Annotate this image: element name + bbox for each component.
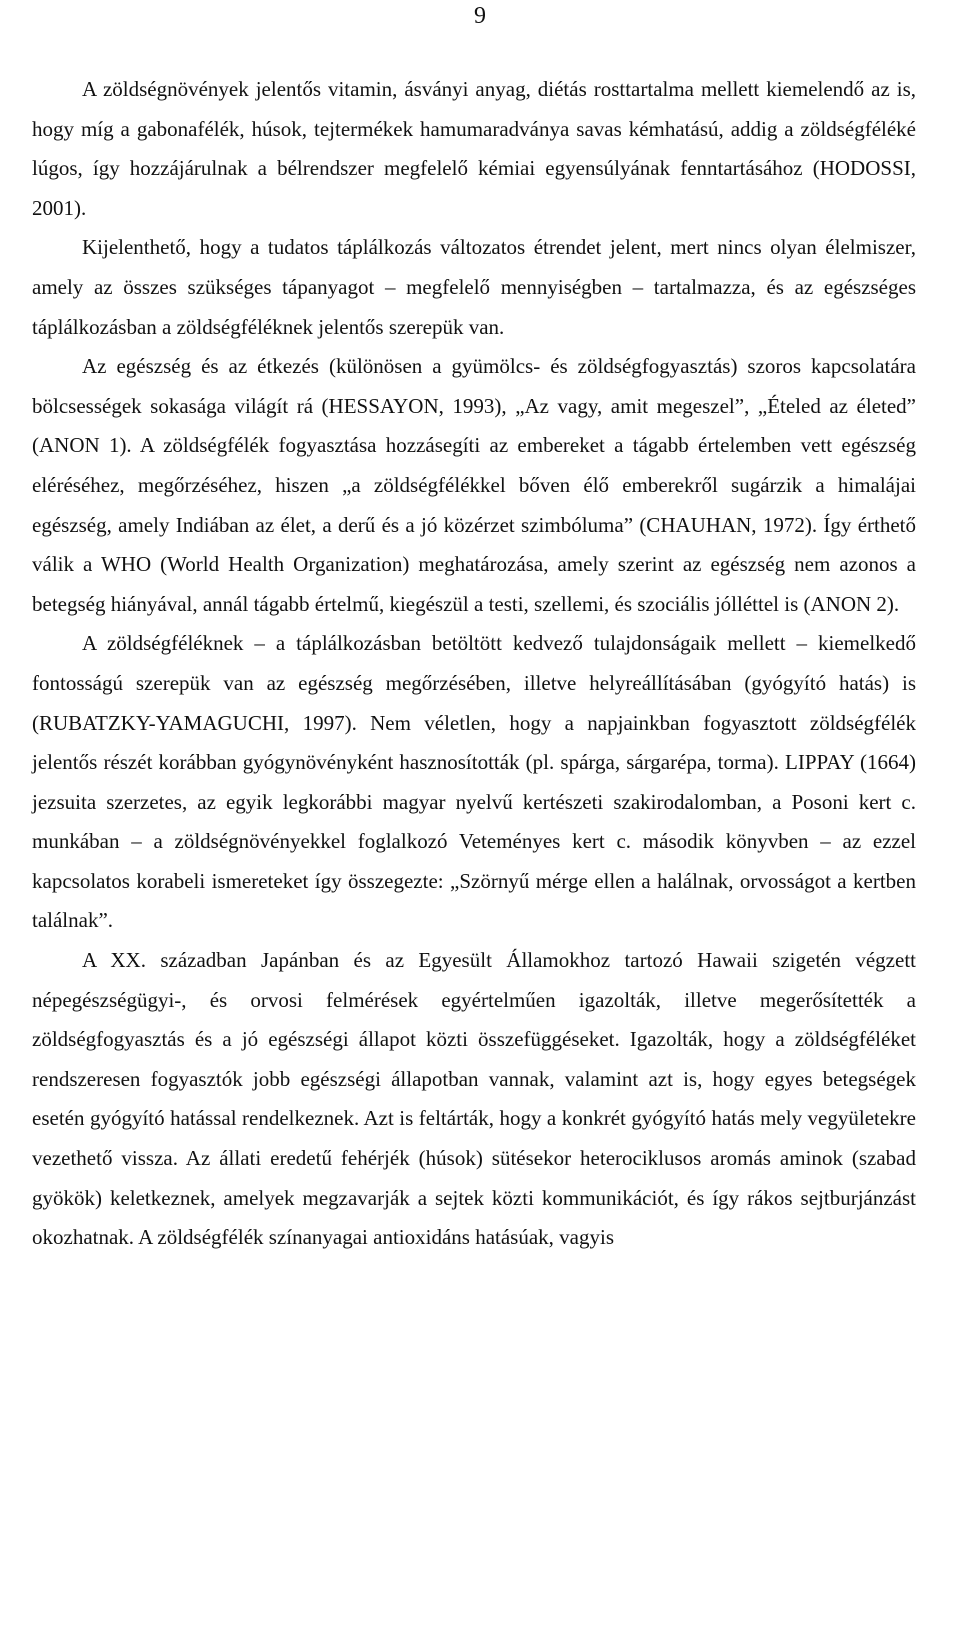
paragraph: Kijelenthető, hogy a tudatos táplálkozás változatos étrendet jelent, mert nincs olyan élelmiszer, amely az összes szükséges tápanyagot – megfelelő mennyiségben – tartalmazza, és az egészséges táplálkozásban a zöldségféléknek jelentős szerepük van. <box>32 235 916 339</box>
paragraph: Az egészség és az étkezés (különösen a gyümölcs- és zöldségfogyasztás) szoros kapcsolatára bölcsességek sokasága világít rá (HESSAYON, 1993), „Az vagy, amit megeszel”, „Ételed az életed” (ANON 1). A zöldségfélék fogyasztása hozzásegíti az embereket a tágabb értelemben vett egészség eléréséhez, megőrzéséhez, hiszen „a zöldségfélékkel bőven élő emberekről sugárzik a himalájai egészség, amely Indiában az élet, a derű és a jó közérzet szimbóluma” (CHAUHAN, 1972). Így érthető válik a WHO (World Health Organization) meghatározása, amely szerint az egészség nem azonos a betegség hiányával, annál tágabb értelmű, kiegészül a testi, szellemi, és szociális jólléttel is (ANON 2). <box>32 354 916 616</box>
document-body <box>32 70 916 1258</box>
paragraph: A XX. században Japánban és az Egyesült Államokhoz tartozó Hawaii szigetén végzett népegészségügyi-, és orvosi felmérések egyértelműen igazolták, illetve megerősítették a zöldségfogyasztás és a jó egészségi állapot közti összefüggéseket. Igazolták, hogy a zöldségféléket rendszeresen fogyasztók jobb egészségi állapotban vannak, valamint azt is, hogy egyes betegségek esetén gyógyító hatással rendelkeznek. Azt is feltárták, hogy a konkrét gyógyító hatás mely vegyületekre vezethető vissza. Az állati eredetű fehérjék (húsok) sütésekor heterociklusos aromás aminok (szabad gyökök) keletkeznek, amelyek megzavarják a sejtek közti kommunikációt, és így rákos sejtburjánzást okozhatnak. A zöldségfélék színanyagai antioxidáns hatásúak, vagyis <box>32 948 916 1250</box>
paragraph: A zöldségféléknek – a táplálkozásban betöltött kedvező tulajdonságaik mellett – kiemelkedő fontosságú szerepük van az egészség megőrzésében, illetve helyreállításában (gyógyító hatás) is (RUBATZKY-YAMAGUCHI, 1997). Nem véletlen, hogy a napjainkban fogyasztott zöldségfélék jelentős részét korábban gyógynövényként hasznosították (pl. spárga, sárgarépa, torma). LIPPAY (1664) jezsuita szerzetes, az egyik legkorábbi magyar nyelvű kertészeti szakirodalomban, a Posoni kert c. munkában – a zöldségnövényekkel foglalkozó Veteményes kert c. második könyvben – az ezzel kapcsolatos korabeli ismereteket így összegezte: „Szörnyű mérge ellen a halálnak, orvosságot a kertben találnak”. <box>32 631 916 933</box>
paragraph: A zöldségnövények jelentős vitamin, ásványi anyag, diétás rosttartalma mellett kiemelendő az is, hogy míg a gabonafélék, húsok, tejtermékek hamumaradványa savas kémhatású, addig a zöldségféléké lúgos, így hozzájárulnak a bélrendszer megfelelő kémiai egyensúlyának fenntartásához (HODOSSI, 2001). <box>32 77 916 220</box>
page-number: 9 <box>474 3 486 29</box>
